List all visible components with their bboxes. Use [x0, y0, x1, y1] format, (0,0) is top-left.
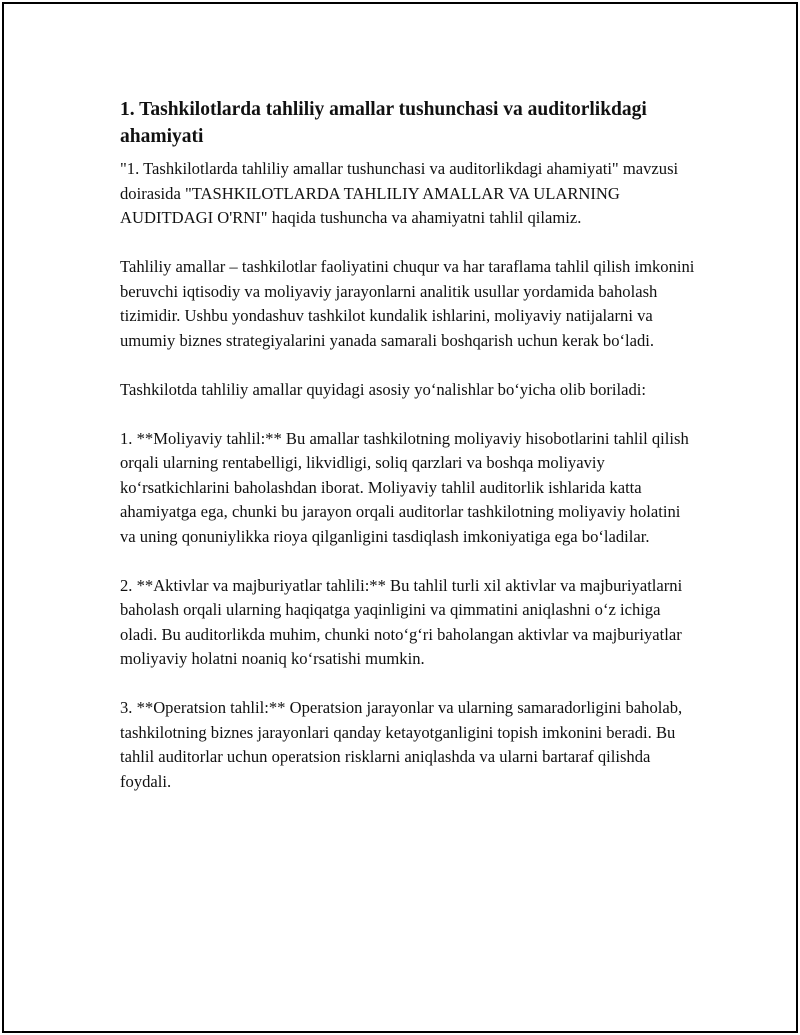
document-content [120, 96, 700, 819]
paragraph-intro: "1. Tashkilotlarda tahliliy amallar tushunchasi va auditorlikdagi ahamiyati" mavzusi doirasida "TASHKILOTLARDA TAHLILIY AMALLAR VA ULARNING AUDITDAGI O'RNI" haqida tushuncha va ahamiyatni tahlil qilamiz. [120, 159, 679, 227]
paragraph-operational-analysis: 3. **Operatsion tahlil:** Operatsion jarayonlar va ularning samaradorligini baholab, tashkilotning biznes jarayonlari qanday ketayotganligini topish imkonini beradi. Bu tahlil auditorlar uchun operatsion risklarni aniqlashda va ularni bartaraf qilishda foydali. [120, 698, 683, 791]
document-title: 1. Tashkilotlarda tahliliy amallar tushunchasi va auditorlikdagi ahamiyati [120, 99, 647, 147]
paragraph-directions: Tashkilotda tahliliy amallar quyidagi asosiy yoʻnalishlar boʻyicha olib boriladi: [120, 379, 647, 399]
paragraph-definition: Tahliliy amallar – tashkilotlar faoliyatini chuqur va har taraflama tahlil qilish imkonini beruvchi iqtisodiy va moliyaviy jarayonlarni analitik usullar yordamida baholash tizimidir. Ushbu yondashuv tashkilot kundalik ishlarini, moliyaviy natijalarni va umumiy biznes strategiyalarini yanada samarali boshqarish uchun kerak boʻladi. [120, 257, 695, 350]
document-page [2, 2, 798, 1033]
paragraph-financial-analysis: 1. **Moliyaviy tahlil:** Bu amallar tashkilotning moliyaviy hisobotlarini tahlil qilish orqali ularning rentabelligi, likvidligi, soliq qarzlari va boshqa moliyaviy koʻrsatkichlarini baholashdan iborat. Moliyaviy tahlil auditorlik ishlarida katta ahamiyatga ega, chunki bu jarayon orqali auditorlar tashkilotning moliyaviy holatini va uning qonuniylikka rioya qilganligini tasdiqlash imkoniyatiga ega boʻladilar. [120, 428, 689, 546]
paragraph-assets-liabilities: 2. **Aktivlar va majburiyatlar tahlili:** Bu tahlil turli xil aktivlar va majburiyatlarni baholash orqali ularning haqiqatga yaqinligini va qimmatini aniqlashni oʻz ichiga oladi. Bu auditorlikda muhim, chunki notoʻgʻri baholangan aktivlar va majburiyatlar moliyaviy holatni noaniq koʻrsatishi mumkin. [120, 575, 683, 668]
